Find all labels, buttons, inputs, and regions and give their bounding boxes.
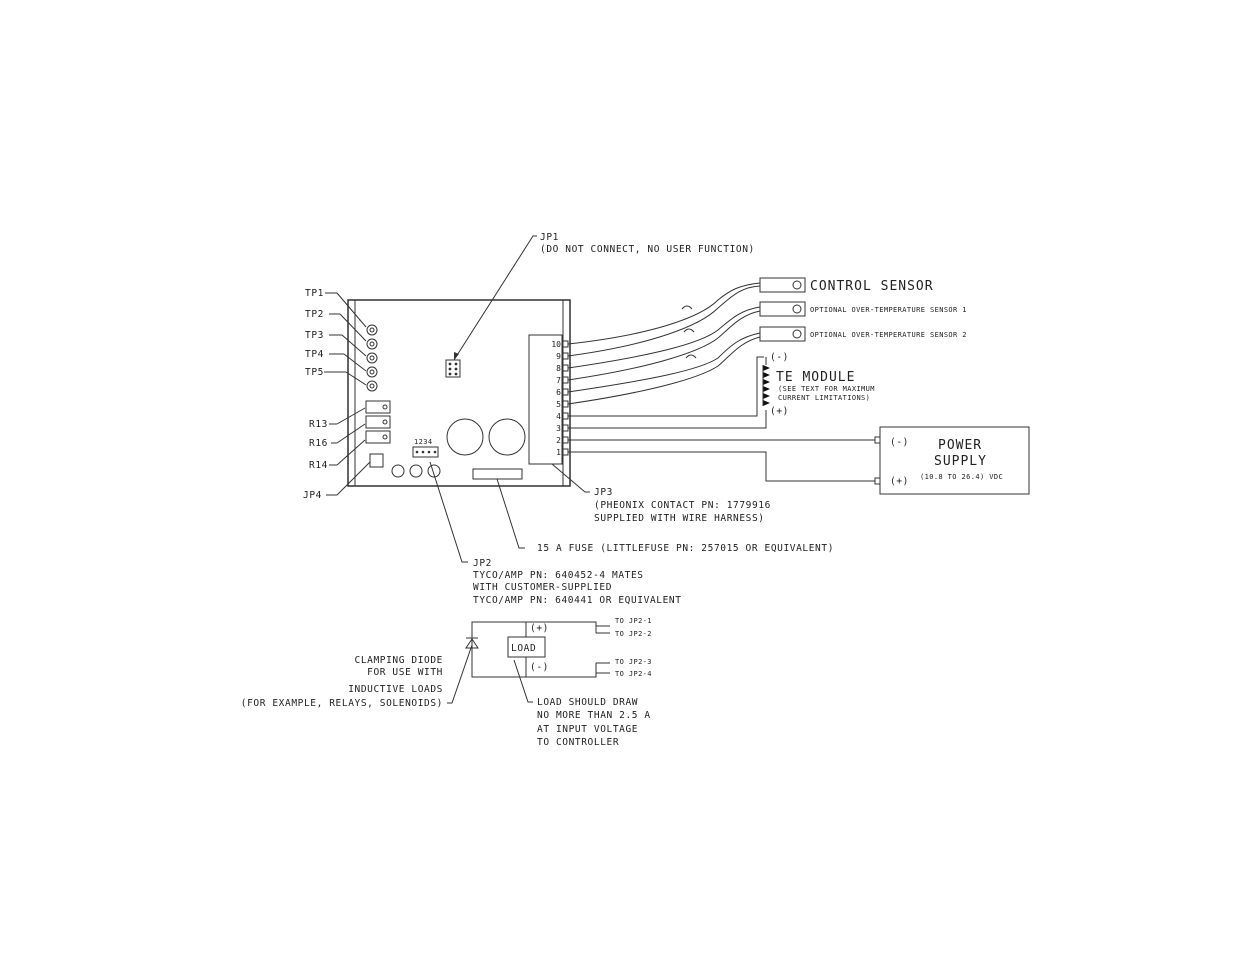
te-module-wires xyxy=(568,357,766,428)
tp3-label: TP3 xyxy=(305,330,324,341)
jp3-pin-9-label: 9 xyxy=(556,352,561,361)
jp2-note-3: TYCO/AMP PN: 640441 OR EQUIVALENT xyxy=(473,595,682,606)
led-1 xyxy=(392,465,404,477)
jp3-pin-4-label: 4 xyxy=(556,412,561,421)
r13-label: R13 xyxy=(309,419,328,430)
fuse-holder xyxy=(473,469,522,479)
jp2-note-2: WITH CUSTOMER-SUPPLIED xyxy=(473,582,613,593)
ps-title-2: SUPPLY xyxy=(934,454,987,469)
capacitor-right xyxy=(489,419,525,455)
jp3-pin-squares xyxy=(551,340,568,457)
diode-note-4: (FOR EXAMPLE, RELAYS, SOLENOIDS) xyxy=(240,698,443,709)
jp1-label: JP1 xyxy=(540,232,559,243)
load-label: LOAD xyxy=(511,643,537,654)
fuse-label: 15 A FUSE (LITTLEFUSE PN: 257015 OR EQUIVALENT) xyxy=(537,543,835,554)
diode-note-1: CLAMPING DIODE xyxy=(354,655,443,666)
load-note-3: AT INPUT VOLTAGE xyxy=(537,724,639,735)
tp4-label: TP4 xyxy=(305,349,324,360)
jp3-pin-6-label: 6 xyxy=(556,388,561,397)
te-module-symbol xyxy=(763,365,770,406)
jp3-pin-1-label: 1 xyxy=(556,448,561,457)
potentiometers xyxy=(366,401,390,443)
tp1-label: TP1 xyxy=(305,288,324,299)
jp3-pin-7-label: 7 xyxy=(556,376,561,385)
jp4-jumper xyxy=(370,454,383,467)
jp3-pin-3-label: 3 xyxy=(556,424,561,433)
r16-label: R16 xyxy=(309,438,328,449)
jp4-label: JP4 xyxy=(303,490,322,501)
load-plus-label: (+) xyxy=(530,623,549,634)
load-note-4: TO CONTROLLER xyxy=(537,737,620,748)
to-jp2-1-label: TO JP2-1 xyxy=(615,617,652,625)
control-sensor xyxy=(760,278,805,292)
test-points xyxy=(367,325,377,391)
jp2-header xyxy=(413,447,438,457)
diode-note-3: INDUCTIVE LOADS xyxy=(348,684,443,695)
ps-title-1: POWER xyxy=(938,438,983,453)
jp3-pin-2-label: 2 xyxy=(556,436,561,445)
te-module-label: TE MODULE xyxy=(776,370,856,385)
te-note-2: CURRENT LIMITATIONS) xyxy=(778,394,871,402)
ps-plus-label: (+) xyxy=(890,476,909,487)
to-jp2-3-label: TO JP2-3 xyxy=(615,658,652,666)
load-note-1: LOAD SHOULD DRAW xyxy=(537,697,639,708)
ot-sensor-1-label: OPTIONAL OVER-TEMPERATURE SENSOR 1 xyxy=(810,306,967,314)
controller-board xyxy=(348,300,570,486)
jp1-note: (DO NOT CONNECT, NO USER FUNCTION) xyxy=(540,244,755,255)
tp5-label: TP5 xyxy=(305,367,324,378)
jp2-label: JP2 xyxy=(473,558,492,569)
power-supply-wires xyxy=(568,437,880,484)
te-plus-label: (+) xyxy=(770,406,789,417)
jp3-note-1: (PHEONIX CONTACT PN: 1779916 xyxy=(594,500,771,511)
jp3-label: JP3 xyxy=(594,487,613,498)
diode-note-2: FOR USE WITH xyxy=(367,667,443,678)
to-jp2-4-label: TO JP2-4 xyxy=(615,670,652,678)
ot-sensor-2-label: OPTIONAL OVER-TEMPERATURE SENSOR 2 xyxy=(810,331,967,339)
ps-voltage: (10.8 TO 26.4) VDC xyxy=(920,473,1004,481)
control-sensor-label: CONTROL SENSOR xyxy=(810,279,934,294)
led-2 xyxy=(410,465,422,477)
jp2-note-1: TYCO/AMP PN: 640452-4 MATES xyxy=(473,570,644,581)
ot-sensor-1 xyxy=(760,302,805,316)
jp3-pin-5-label: 5 xyxy=(556,400,561,409)
to-jp2-2-label: TO JP2-2 xyxy=(615,630,652,638)
te-note-1: (SEE TEXT FOR MAXIMUM xyxy=(778,385,875,393)
load-note-2: NO MORE THAN 2.5 A xyxy=(537,710,651,721)
jp1-header xyxy=(446,360,460,377)
load-minus-label: (-) xyxy=(530,662,549,673)
sensor-wires xyxy=(568,283,760,404)
jp3-pin-8-label: 8 xyxy=(556,364,561,373)
r14-label: R14 xyxy=(309,460,328,471)
leader-lines xyxy=(324,236,590,703)
jp2-pins-label: 1234 xyxy=(414,438,433,446)
ot-sensor-2 xyxy=(760,327,805,341)
te-minus-label: (-) xyxy=(770,352,789,363)
tp2-label: TP2 xyxy=(305,309,324,320)
jp3-note-2: SUPPLIED WITH WIRE HARNESS) xyxy=(594,513,765,524)
capacitor-left xyxy=(447,419,483,455)
jp3-pin-10-label: 10 xyxy=(551,340,561,349)
ps-minus-label: (-) xyxy=(890,437,909,448)
